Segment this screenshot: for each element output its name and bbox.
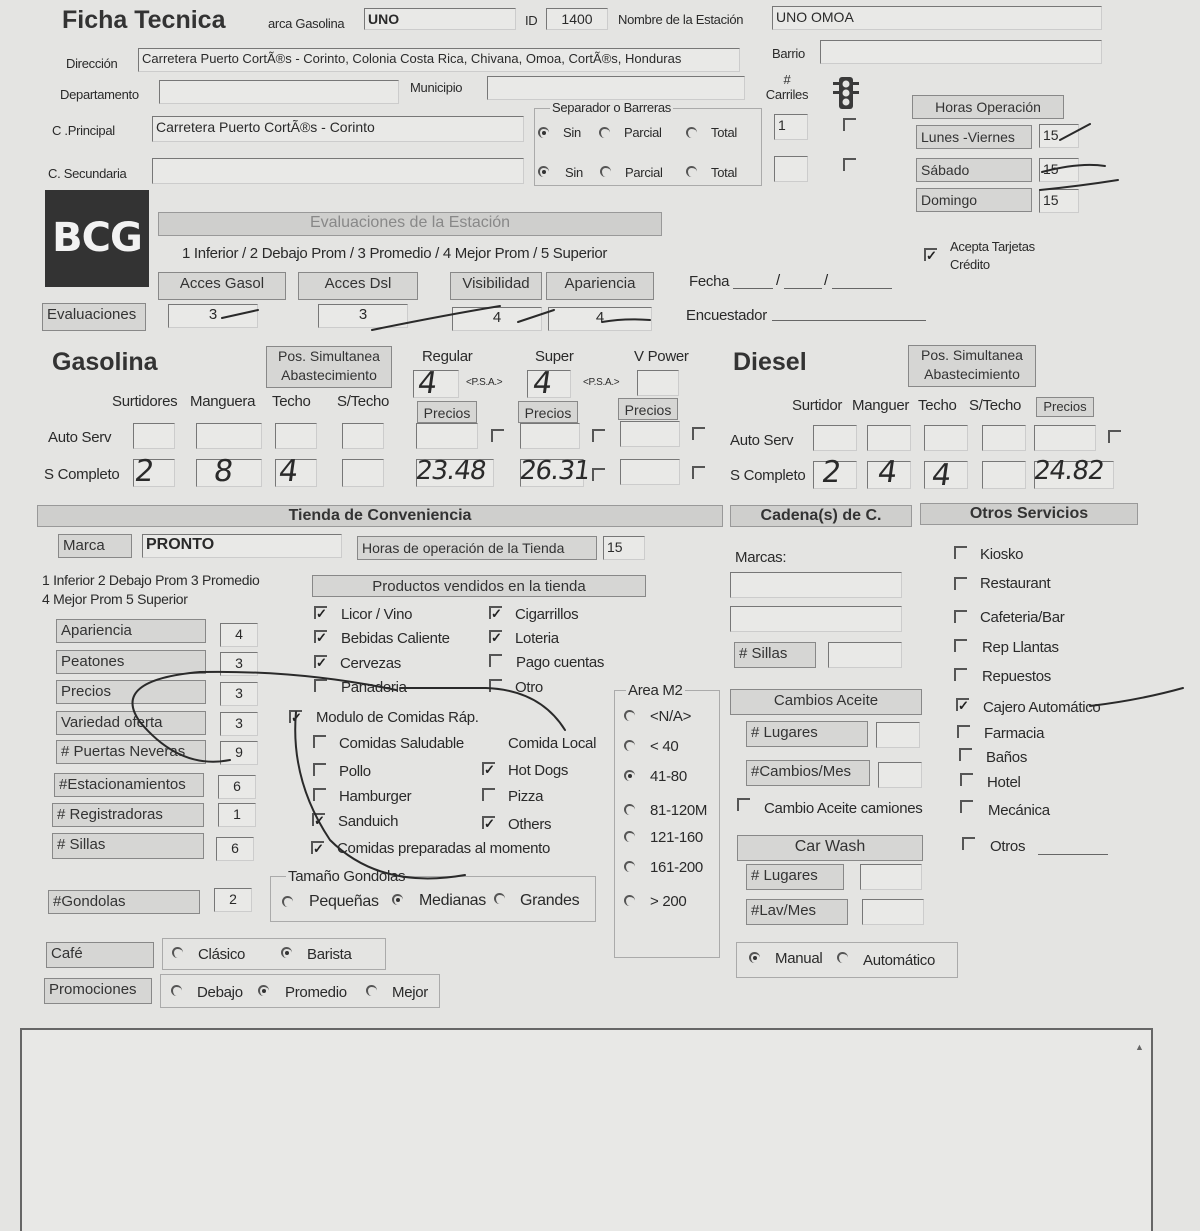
sc-manguera-value: 8 (211, 454, 237, 489)
notes-textarea[interactable] (20, 1028, 1153, 1231)
super-precios-button[interactable]: Precios (518, 401, 578, 423)
others-checkbox[interactable]: ✓ (484, 816, 495, 831)
promedio-label: Promedio (285, 984, 347, 1001)
gasolina-pos-simultanea-button[interactable]: Pos. Simultanea Abastecimiento (266, 346, 392, 388)
regular-psa-value: 4 (415, 366, 441, 401)
calle-secundaria-label: C. Secundaria (48, 166, 127, 181)
comida-local-label: Comida Local (508, 735, 597, 752)
encuestador-label: Encuestador (686, 307, 767, 324)
principal-sin-label: Sin (563, 125, 581, 140)
lav-mes-label: #Lav/Mes (746, 899, 848, 925)
licor-checkbox[interactable]: ✓ (316, 606, 327, 621)
rating-label-5: #Estacionamientos (54, 773, 204, 797)
calle-principal-label: C .Principal (52, 123, 115, 138)
secundaria-parcial-label: Parcial (625, 165, 663, 180)
sc-techo-value: 4 (276, 454, 302, 489)
secundaria-sin-label: Sin (565, 165, 583, 180)
rating-value-4[interactable]: 9 (220, 741, 258, 765)
area-option-1: < 40 (650, 738, 679, 755)
diesel-s-completo-label: S Completo (730, 467, 806, 484)
pago-label: Pago cuentas (516, 654, 605, 671)
rating-label-0: Apariencia (56, 619, 206, 643)
super-label: Super (535, 348, 574, 365)
otro-label: Otro (515, 679, 543, 696)
licor-label: Licor / Vino (341, 606, 413, 623)
lunes-viernes-label: Lunes -Viernes (916, 125, 1032, 149)
rating-value-5[interactable]: 6 (218, 775, 256, 799)
marca-gasolina-field[interactable]: UNO (364, 8, 516, 30)
bebidas-checkbox[interactable]: ✓ (316, 630, 327, 645)
loteria-label: Loteria (515, 630, 559, 647)
bebidas-label: Bebidas Caliente (341, 630, 450, 647)
marca-gasolina-label: arca Gasolina (268, 16, 345, 31)
cadena-header: Cadena(s) de C. (730, 505, 912, 527)
repuestos-label: Repuestos (982, 668, 1052, 685)
area-option-0: <N/A> (650, 708, 692, 725)
diesel-surtidor-header: Surtidor (792, 397, 843, 414)
manual-label: Manual (775, 950, 823, 967)
visibilidad-field[interactable]: 4 (452, 307, 542, 331)
direccion-label: Dirección (66, 56, 118, 71)
mejor-label: Mejor (392, 984, 429, 1001)
regular-label: Regular (422, 348, 473, 365)
rating-value-2[interactable]: 3 (220, 682, 258, 706)
rating-label-2: Precios (56, 680, 206, 704)
tienda-horas-field[interactable]: 15 (603, 536, 645, 560)
rating-value-6[interactable]: 1 (218, 803, 256, 827)
modulo-comidas-label: Modulo de Comidas Ráp. (316, 709, 479, 726)
sabado-field[interactable]: 15 (1039, 158, 1079, 182)
farmacia-label: Farmacia (984, 725, 1045, 742)
pizza-label: Pizza (508, 788, 544, 805)
super-psa-value: 4 (530, 366, 556, 401)
id-field[interactable]: 1400 (546, 8, 608, 30)
separador-label: Separador o Barreras (552, 100, 672, 115)
apariencia-button[interactable]: Apariencia (546, 272, 654, 300)
hotdogs-label: Hot Dogs (508, 762, 569, 779)
cigarrillos-label: Cigarrillos (515, 606, 579, 623)
area-option-4: 121-160 (650, 829, 703, 846)
diesel-techo-header: Techo (918, 397, 957, 414)
cervezas-label: Cervezas (340, 655, 401, 672)
acceso-diesel-button[interactable]: Acces Dsl (298, 272, 418, 300)
rating-label-6: # Registradoras (52, 803, 204, 827)
banos-label: Baños (986, 749, 1028, 766)
gondolas-field[interactable]: 2 (214, 888, 252, 912)
form-title: Ficha Tecnica (62, 6, 226, 34)
vpower-precios-button[interactable]: Precios (618, 398, 678, 420)
preparadas-label: Comidas preparadas al momento (337, 840, 551, 857)
cervezas-checkbox[interactable]: ✓ (316, 655, 327, 670)
mecanica-label: Mecánica (988, 802, 1050, 819)
domingo-field[interactable]: 15 (1039, 189, 1079, 213)
area-option-5: 161-200 (650, 859, 703, 876)
fecha-label: Fecha (689, 273, 730, 290)
carwash-lugares-label: # Lugares (746, 864, 844, 890)
diesel-sc-precio-value: 24.82 (1031, 456, 1106, 486)
domingo-label: Domingo (916, 188, 1032, 212)
evaluaciones-scale: 1 Inferior / 2 Debajo Prom / 3 Promedio / 4 Mejor Prom / 5 Superior (182, 245, 608, 262)
cajero-checkbox[interactable]: ✓ (958, 698, 969, 713)
cigarrillos-checkbox[interactable]: ✓ (491, 606, 502, 621)
otros-label: Otros (990, 838, 1026, 855)
barista-label: Barista (307, 946, 352, 963)
hamburger-label: Hamburger (339, 788, 412, 805)
sc-regular-precio-value: 23.48 (413, 456, 488, 486)
tamano-gondolas-label: Tamaño Gondolas (288, 868, 406, 885)
rep-llantas-label: Rep Llantas (982, 639, 1059, 656)
rating-label-1: Peatones (56, 650, 206, 674)
preparadas-checkbox[interactable]: ✓ (313, 841, 324, 856)
diesel-title: Diesel (733, 348, 807, 376)
regular-psa-label: <P.S.A.> (466, 377, 503, 388)
manguera-header: Manguera (190, 393, 256, 410)
otros-servicios-header: Otros Servicios (920, 503, 1138, 525)
cambios-mes-label: #Cambios/Mes (746, 760, 870, 786)
grandes-label: Grandes (520, 892, 580, 909)
area-label: Area M2 (628, 682, 683, 699)
loteria-checkbox[interactable]: ✓ (491, 630, 502, 645)
debajo-label: Debajo (197, 984, 243, 1001)
sc-surtidores-value: 2 (132, 454, 158, 489)
modulo-comidas-checkbox[interactable]: ✓ (291, 710, 302, 725)
id-label: ID (525, 13, 538, 28)
marcas-label: Marcas: (735, 549, 787, 566)
tienda-marca-label: Marca (58, 534, 132, 558)
cafe-label: Café (46, 942, 154, 968)
super-psa-label: <P.S.A.> (583, 377, 620, 388)
rating-label-7: # Sillas (52, 833, 204, 859)
acceso-gasolina-button[interactable]: Acces Gasol (158, 272, 286, 300)
sanduich-label: Sanduich (338, 813, 399, 830)
diesel-sc-surtidor-value: 2 (819, 455, 845, 490)
sanduich-checkbox[interactable]: ✓ (314, 813, 325, 828)
panaderia-label: Panaderia (341, 679, 407, 696)
estacion-label: Nombre de la Estación (618, 12, 744, 27)
fecha-sep-1: / (776, 272, 781, 289)
sabado-label: Sábado (916, 158, 1032, 182)
rating-value-3[interactable]: 3 (220, 712, 258, 736)
tienda-header: Tienda de Conveniencia (37, 505, 723, 527)
area-option-2: 41-80 (650, 768, 687, 785)
acepta-tarjetas-checkbox[interactable]: ✓ (926, 248, 937, 263)
carriles-principal-field[interactable]: 1 (774, 114, 808, 140)
automatico-label: Automático (863, 952, 936, 969)
hotdogs-checkbox[interactable]: ✓ (484, 762, 495, 777)
diesel-sc-manguer-value: 4 (875, 455, 901, 490)
pollo-label: Pollo (339, 763, 371, 780)
rating-value-7[interactable]: 6 (216, 837, 254, 861)
aceite-lugares-label: # Lugares (746, 721, 868, 747)
cafeteria-label: Cafeteria/Bar (980, 609, 1065, 626)
diesel-auto-serv-label: Auto Serv (730, 432, 794, 449)
surtidores-header: Surtidores (112, 393, 178, 410)
kiosko-label: Kiosko (980, 546, 1024, 563)
area-option-3: 81-120M (650, 802, 708, 819)
clasico-label: Clásico (198, 946, 246, 963)
s-completo-label: S Completo (44, 466, 120, 483)
calle-principal-field[interactable]: Carretera Puerto CortÃ®s - Corinto (152, 116, 524, 142)
diesel-pos-simultanea-button[interactable]: Pos. Simultanea Abastecimiento (908, 345, 1036, 387)
secundaria-total-label: Total (711, 165, 737, 180)
area-option-6: > 200 (650, 893, 687, 910)
diesel-manguer-header: Manguer (852, 397, 910, 414)
restaurant-label: Restaurant (980, 575, 1051, 592)
gondolas-label: #Gondolas (48, 890, 200, 914)
stecho-header: S/Techo (337, 393, 390, 410)
horas-operacion-button[interactable]: Horas Operación (912, 95, 1064, 119)
tienda-marca-field[interactable]: PRONTO (142, 534, 342, 558)
gasolina-title: Gasolina (52, 348, 158, 376)
saludable-label: Comidas Saludable (339, 735, 464, 752)
apariencia-field[interactable]: 4 (548, 307, 652, 331)
carriles-label: # Carriles (765, 72, 809, 102)
evaluaciones-title: Evaluaciones de la Estación (158, 212, 662, 236)
diesel-stecho-header: S/Techo (969, 397, 1022, 414)
tienda-scale-2: 4 Mejor Prom 5 Superior (42, 591, 188, 607)
cambios-aceite-button[interactable]: Cambios Aceite (730, 689, 922, 715)
cajero-label: Cajero Automático (983, 699, 1101, 716)
promociones-label: Promociones (44, 978, 152, 1004)
visibilidad-button[interactable]: Visibilidad (450, 272, 542, 300)
hotel-label: Hotel (987, 774, 1021, 791)
departamento-label: Departamento (60, 87, 139, 102)
principal-parcial-label: Parcial (624, 125, 662, 140)
acepta-tarjetas-label: Acepta Tarjetas Crédito (950, 239, 1035, 272)
cadena-sillas-label: # Sillas (734, 642, 816, 668)
scroll-up-icon[interactable]: ▲ (1135, 1042, 1144, 1052)
sc-super-precio-value: 26.31 (517, 456, 592, 486)
regular-precios-button[interactable]: Precios (417, 401, 477, 423)
diesel-precios-button[interactable]: Precios (1036, 397, 1094, 417)
estacion-field[interactable]: UNO OMOA (772, 6, 1102, 30)
evaluaciones-button[interactable]: Evaluaciones (42, 303, 146, 331)
car-wash-button[interactable]: Car Wash (737, 835, 923, 861)
vpower-label: V Power (634, 348, 689, 365)
pequenas-label: Pequeñas (309, 893, 379, 910)
tienda-scale-1: 1 Inferior 2 Debajo Prom 3 Promedio (42, 572, 260, 588)
aceite-camiones-label: Cambio Aceite camiones (764, 800, 923, 817)
rating-value-1[interactable]: 3 (220, 652, 258, 676)
direccion-field[interactable]: Carretera Puerto CortÃ®s - Corinto, Colonia Costa Rica, Chivana, Omoa, CortÃ®s, Honduras (138, 48, 740, 72)
tienda-horas-label: Horas de operación de la Tienda (357, 536, 597, 560)
rating-label-3: Variedad oferta (56, 711, 206, 735)
diesel-sc-techo-value: 4 (929, 458, 955, 493)
lunes-viernes-field[interactable]: 15 (1039, 124, 1079, 148)
bcg-logo: BCG (45, 190, 149, 287)
barrio-label: Barrio (772, 46, 805, 61)
auto-serv-label: Auto Serv (48, 429, 112, 446)
others-label: Others (508, 816, 552, 833)
municipio-label: Municipio (410, 80, 463, 95)
rating-label-4: # Puertas Neveras (56, 740, 206, 764)
acceso-gasolina-field[interactable]: 3 (168, 304, 258, 328)
rating-value-0[interactable]: 4 (220, 623, 258, 647)
acceso-diesel-field[interactable]: 3 (318, 304, 408, 328)
medianas-label: Medianas (419, 892, 486, 909)
principal-total-label: Total (711, 125, 737, 140)
productos-label: Productos vendidos en la tienda (312, 575, 646, 597)
fecha-sep-2: / (824, 272, 829, 289)
techo-header: Techo (272, 393, 311, 410)
